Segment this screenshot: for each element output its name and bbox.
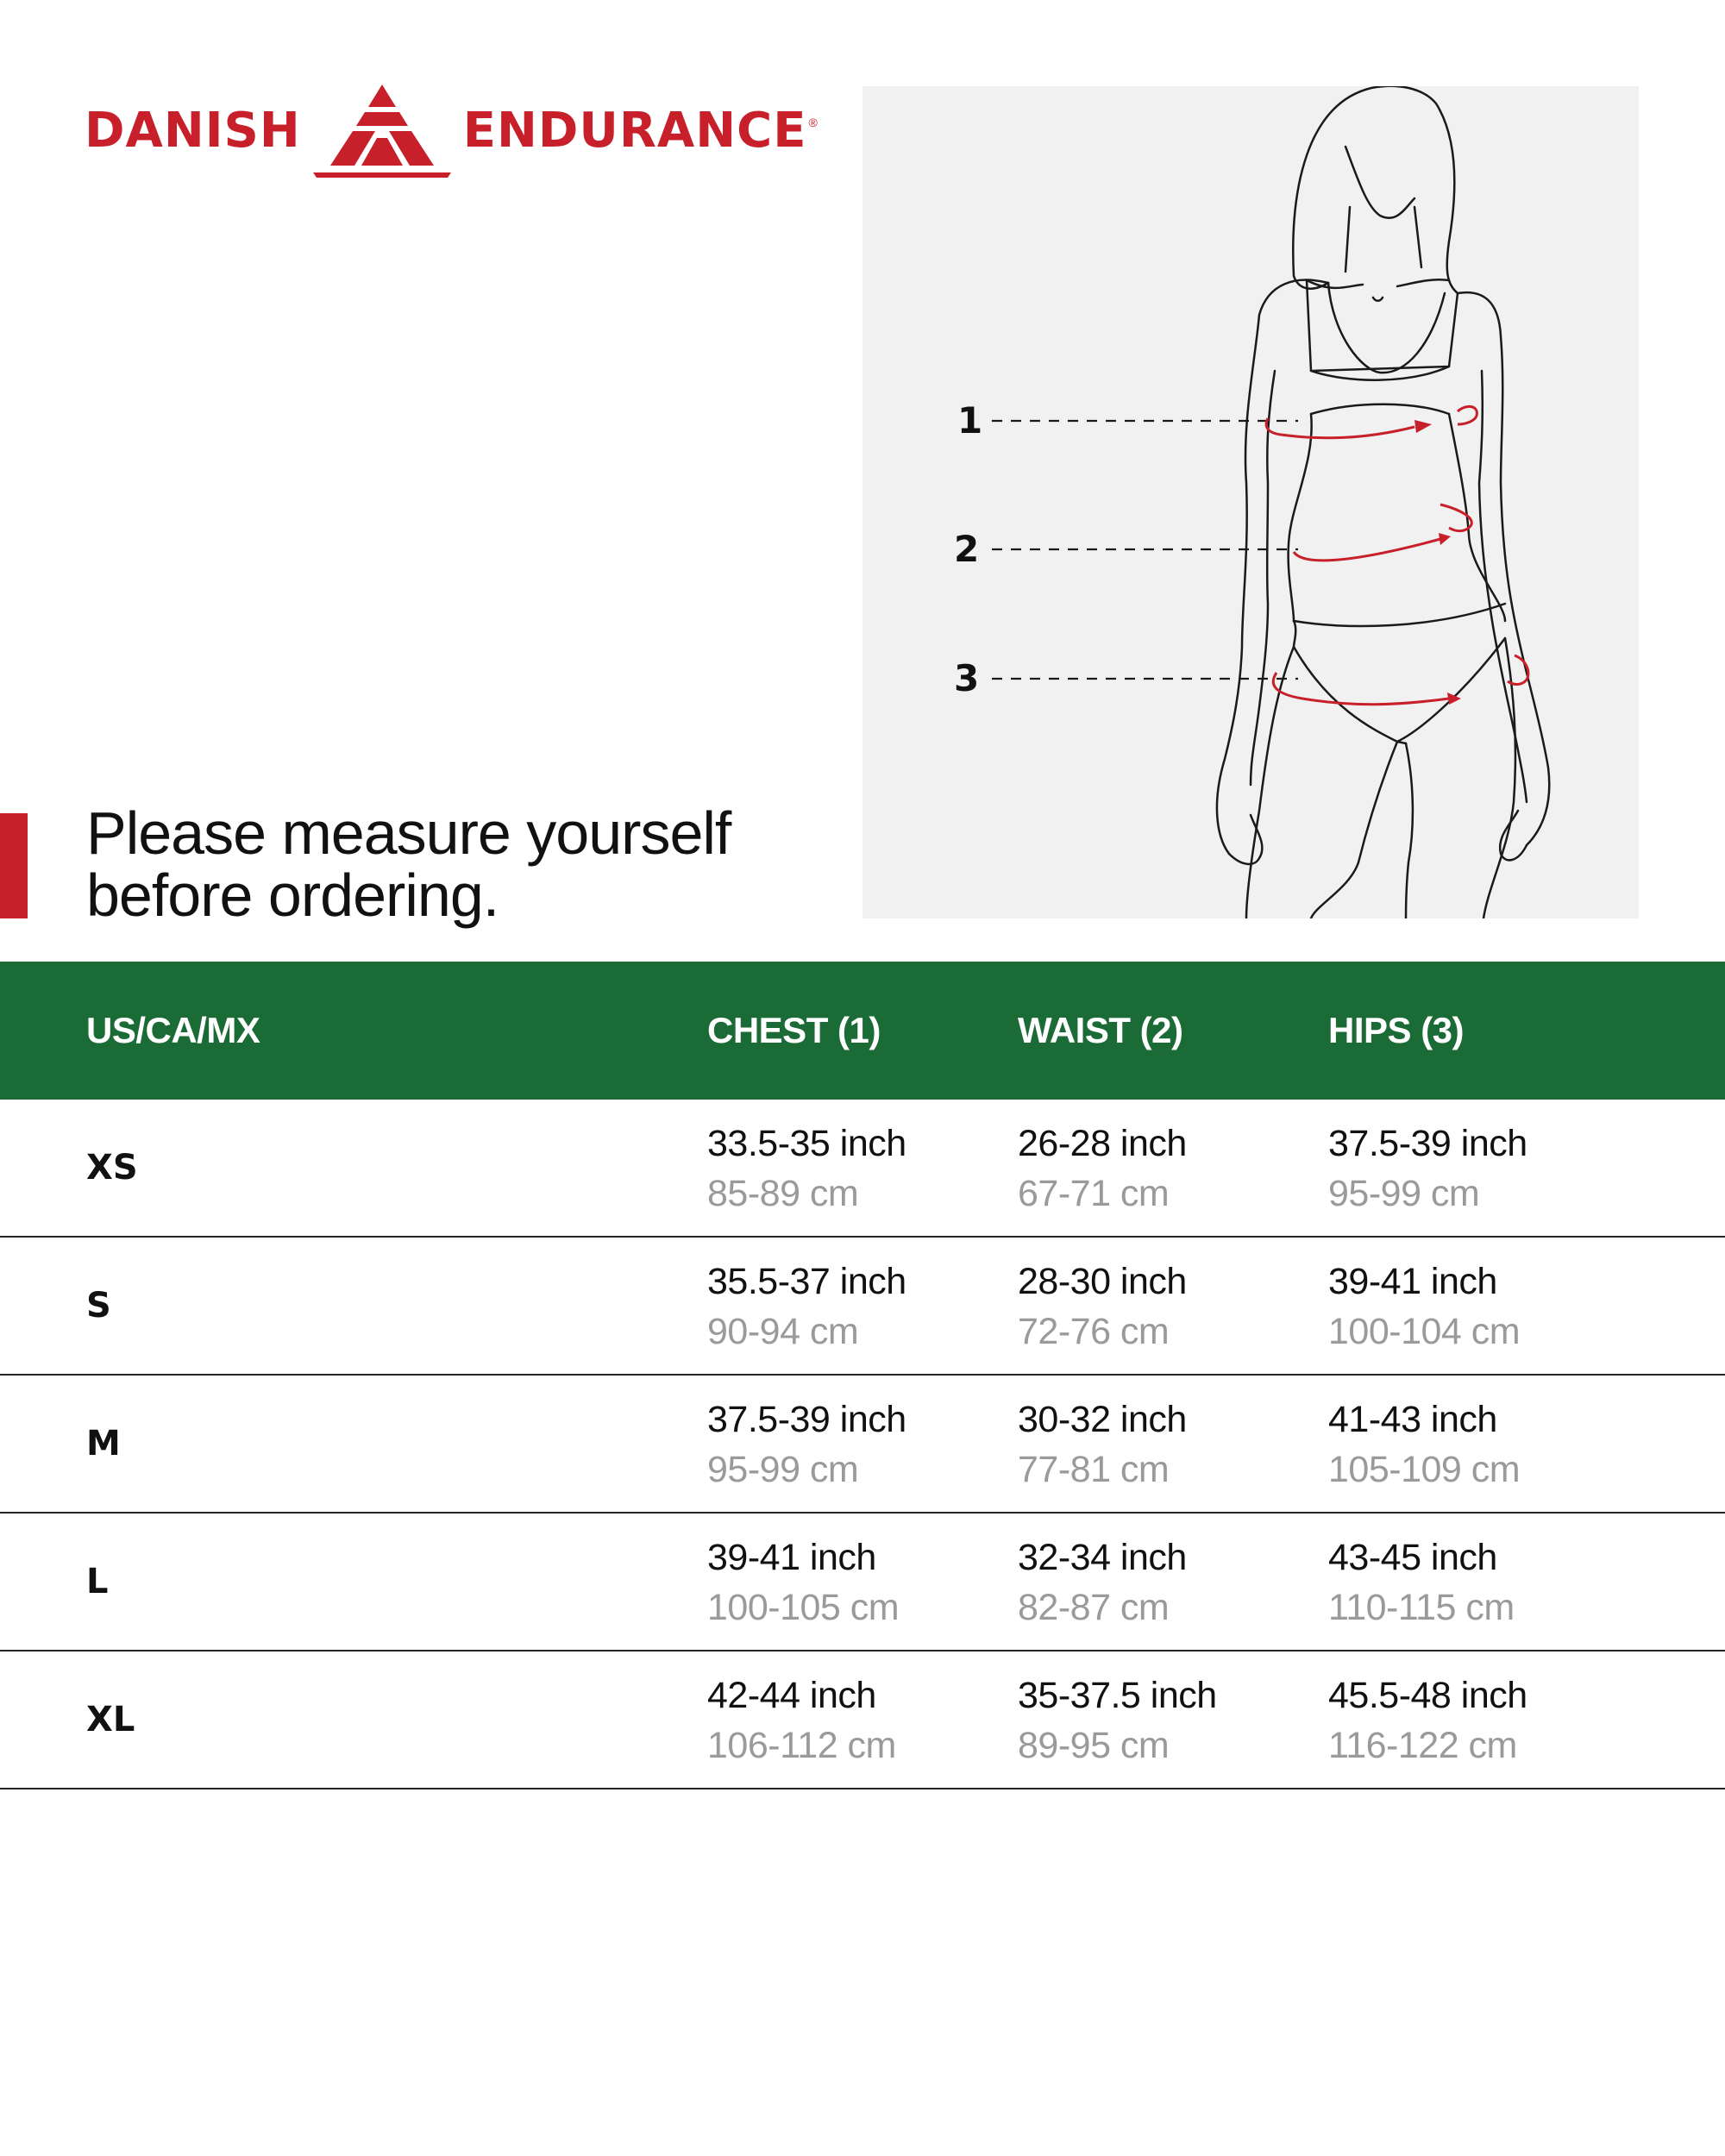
hips-inch: 41-43 inch	[1328, 1399, 1497, 1440]
waist-cm: 67-71 cm	[1018, 1173, 1170, 1214]
waist-cm: 82-87 cm	[1018, 1587, 1170, 1628]
header-hips: HIPS (3)	[1328, 1010, 1465, 1050]
headline-line-1: Please measure yourself	[86, 799, 731, 867]
chest-inch: 39-41 inch	[707, 1537, 876, 1578]
chest-cell	[707, 1532, 899, 1633]
chest-inch: 37.5-39 inch	[707, 1399, 906, 1440]
chest-marker-number: 1	[957, 399, 983, 442]
waist-cell	[1018, 1670, 1217, 1771]
chest-cm: 100-105 cm	[707, 1587, 900, 1628]
mountain-logo-icon	[313, 83, 451, 178]
chest-cm: 85-89 cm	[707, 1173, 859, 1214]
measurement-illustration	[862, 86, 1639, 918]
size-label: XS	[86, 1148, 138, 1188]
hips-cm: 100-104 cm	[1328, 1311, 1521, 1352]
waist-cell	[1018, 1119, 1187, 1219]
waist-inch: 26-28 inch	[1018, 1123, 1187, 1164]
hips-cm: 105-109 cm	[1328, 1449, 1521, 1490]
waist-cell	[1018, 1395, 1187, 1495]
chest-cell	[707, 1395, 906, 1495]
size-label: S	[86, 1286, 111, 1326]
hips-inch: 43-45 inch	[1328, 1537, 1497, 1578]
chest-cell	[707, 1119, 906, 1219]
waist-inch: 35-37.5 inch	[1018, 1675, 1217, 1716]
table-row	[0, 1514, 1725, 1651]
hips-cm: 110-115 cm	[1328, 1587, 1515, 1628]
headline-line-2: before ordering.	[86, 862, 499, 929]
waist-cell	[1018, 1532, 1187, 1633]
chest-cm: 90-94 cm	[707, 1311, 859, 1352]
table-row	[0, 1100, 1725, 1238]
chest-inch: 42-44 inch	[707, 1675, 876, 1716]
waist-cm: 77-81 cm	[1018, 1449, 1170, 1490]
hips-cell	[1328, 1670, 1527, 1771]
hips-marker-number: 3	[954, 657, 980, 699]
table-row	[0, 1651, 1725, 1789]
registered-mark: ®	[808, 116, 818, 129]
waist-inch: 28-30 inch	[1018, 1261, 1187, 1302]
hips-inch: 39-41 inch	[1328, 1261, 1497, 1302]
page-title	[86, 799, 731, 929]
header-waist: WAIST (2)	[1018, 1010, 1183, 1050]
waist-cm: 72-76 cm	[1018, 1311, 1170, 1352]
chest-cm: 106-112 cm	[707, 1725, 896, 1766]
size-label: M	[86, 1424, 121, 1463]
waist-cm: 89-95 cm	[1018, 1725, 1170, 1766]
waist-inch: 30-32 inch	[1018, 1399, 1187, 1440]
hips-inch: 45.5-48 inch	[1328, 1675, 1527, 1716]
header-size-region: US/CA/MX	[86, 1010, 260, 1050]
hips-cm: 116-122 cm	[1328, 1725, 1517, 1766]
brand-word-right: ENDURANCE	[462, 102, 807, 159]
waist-cell	[1018, 1257, 1187, 1357]
waist-marker-number: 2	[954, 528, 980, 570]
hips-cell	[1328, 1395, 1520, 1495]
chest-inch: 33.5-35 inch	[707, 1123, 906, 1164]
header-chest: CHEST (1)	[707, 1010, 881, 1050]
brand-logo	[85, 83, 818, 178]
hips-inch: 37.5-39 inch	[1328, 1123, 1527, 1164]
chest-cm: 95-99 cm	[707, 1449, 859, 1490]
chest-cell	[707, 1670, 896, 1771]
size-label: L	[86, 1562, 109, 1601]
waist-inch: 32-34 inch	[1018, 1537, 1187, 1578]
chest-cell	[707, 1257, 906, 1357]
size-label: XL	[86, 1700, 135, 1739]
table-row	[0, 1376, 1725, 1514]
hips-cm: 95-99 cm	[1328, 1173, 1480, 1214]
hips-cell	[1328, 1119, 1527, 1219]
hips-cell	[1328, 1257, 1520, 1357]
body-outline-figure	[862, 86, 1639, 918]
brand-word-left: DANISH	[85, 102, 301, 159]
hips-cell	[1328, 1532, 1515, 1633]
table-row	[0, 1238, 1725, 1376]
accent-bar	[0, 813, 28, 918]
chest-inch: 35.5-37 inch	[707, 1261, 906, 1302]
size-table-header	[0, 962, 1725, 1100]
